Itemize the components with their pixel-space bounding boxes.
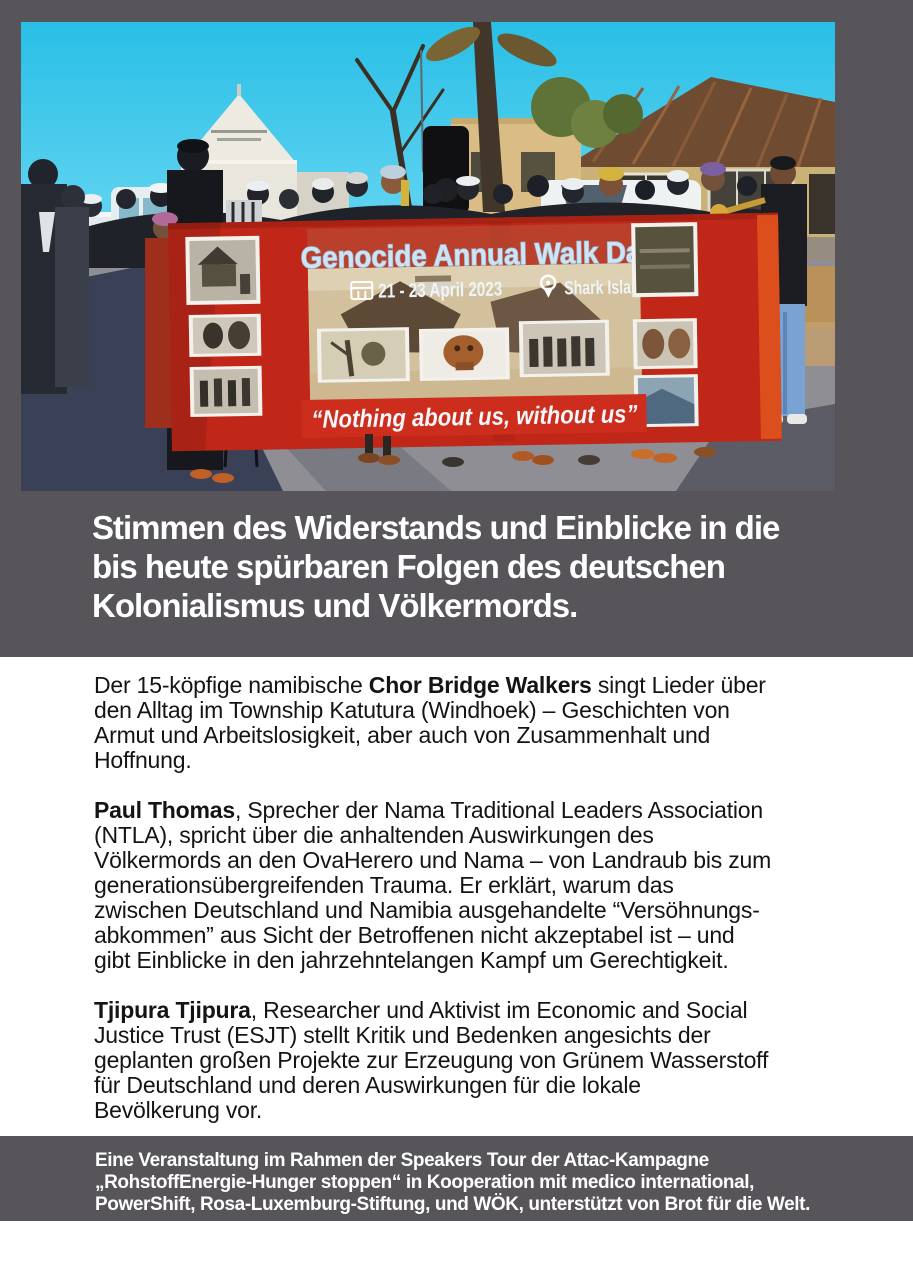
paragraph-tjipura: Tjipura Tjipura, Researcher und Aktivist im Economic and Social Justice Trust (ESJT) stellt Kritik und Bedenken angesichts der geplanten großen Projekte zur Erzeugung von Grünem Wasserstoff für Deutschland und deren Auswirkungen für die lokale Bevölkerung vor. <box>94 997 769 1123</box>
march-photo <box>21 22 835 491</box>
banner-thumbnails-center <box>317 320 610 383</box>
march-photo-illustration <box>21 22 835 491</box>
red-banner <box>168 213 782 452</box>
banner-title: Genocide Annual Walk Day <box>300 235 688 276</box>
headline: Stimmen des Widerstands und Einblicke in die bis heute spürbaren Folgen des deutschen Kolonialismus und Völkermords. <box>92 509 780 624</box>
banner-quote: “Nothing about us, without us” <box>311 399 682 434</box>
banner-date: 21 - 23 April 2023 <box>378 277 542 303</box>
footer-credits: Eine Veranstaltung im Rahmen der Speakers Tour der Attac-Kampagne „RohstoffEnergie-Hunger stoppen“ in Kooperation mit medico international, PowerShift, Rosa-Luxemburg-Stiftung, und WÖK, unterstützt von Brot für die Welt. <box>95 1150 810 1215</box>
paragraph-paul-thomas: Paul Thomas, Sprecher der Nama Traditional Leaders Association (NTLA), spricht über die anhaltenden Auswirkungen des Völkermords an den OvaHerero und Nama – von Landraub bis zum generationsübergreifenden Trauma. Er erklärt, warum das zwischen Deutschland und Namibia ausgehandelte “Versöhnungs- abkommen” aus Sicht der Betroffenen nicht akzeptabel ist – und gibt Einblicke in den jahrzehntelangen Kampf um Gerechtigkeit. <box>94 797 772 973</box>
banner-thumbnails-left <box>185 236 262 417</box>
paragraph-choir: Der 15-köpfige namibische Chor Bridge Walkers singt Lieder über den Alltag im Township Katutura (Windhoek) – Geschichten von Armut und Arbeitslosigkeit, aber auch von Zusammenhalt und Hoffnung. <box>94 672 766 773</box>
banner-location: Shark Island <box>564 276 678 300</box>
